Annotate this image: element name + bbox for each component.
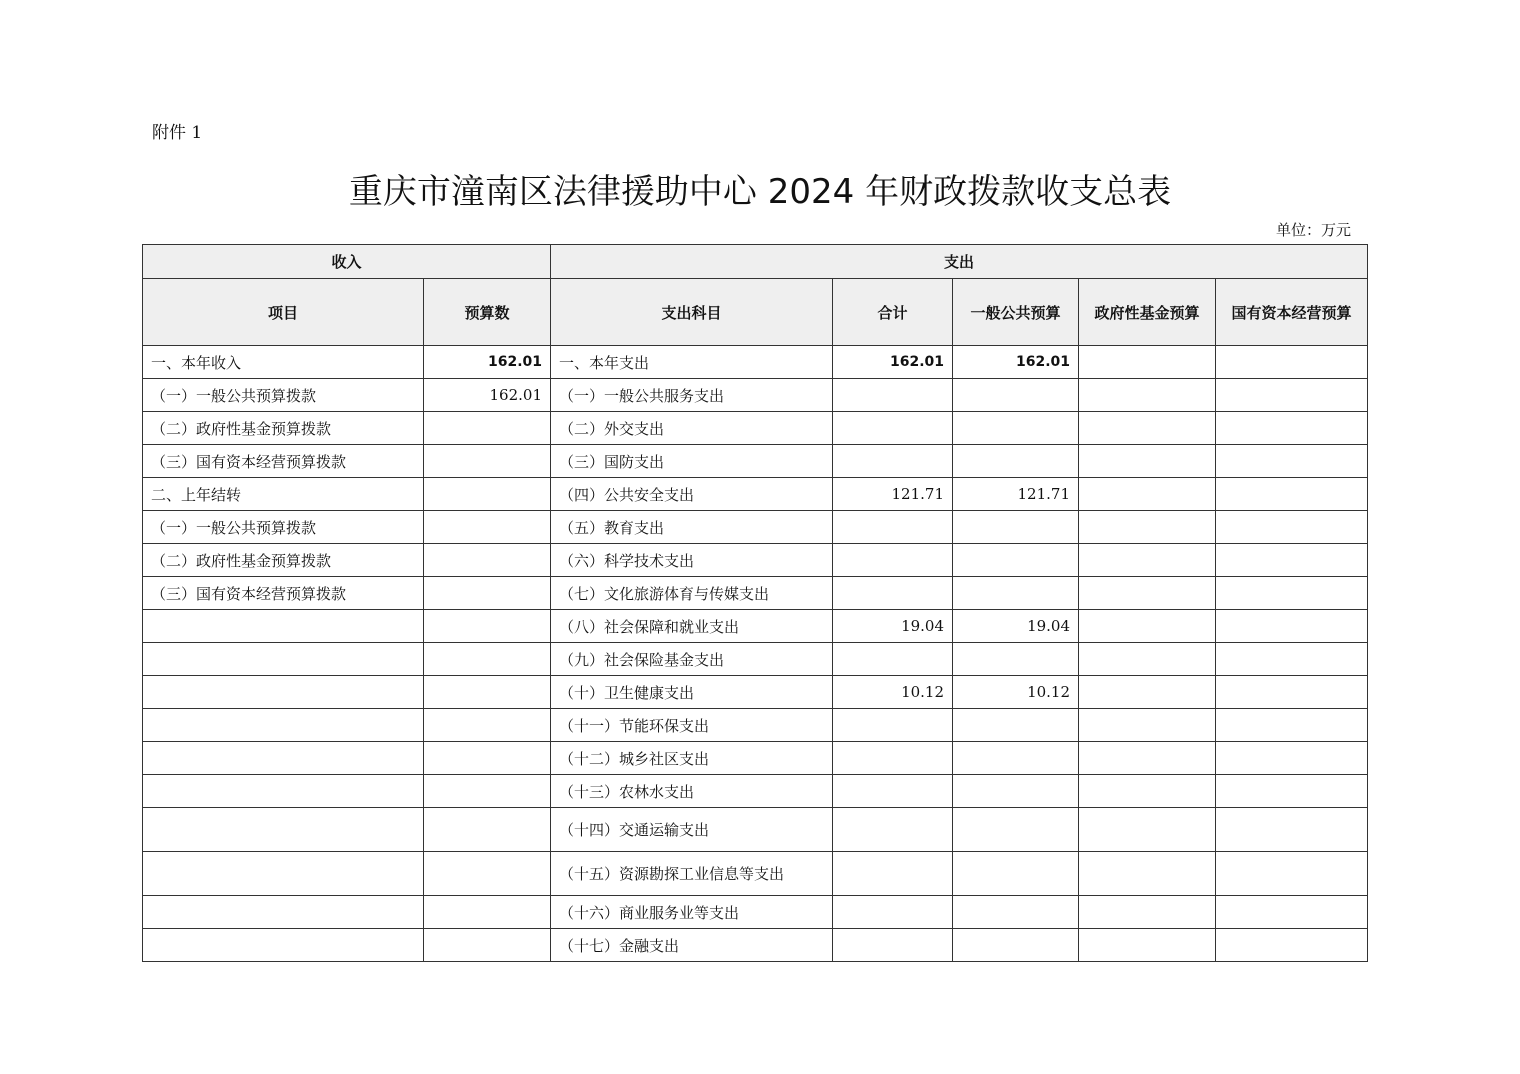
state-capital-cell [1216,709,1368,742]
gov-fund-cell [1079,544,1216,577]
total-cell [833,577,953,610]
table-row [143,445,1368,478]
total-cell [833,852,953,896]
income-value-cell [424,610,551,643]
income-item-cell: （二）政府性基金预算拨款 [143,412,424,445]
total-cell: 162.01 [833,346,953,379]
income-item-cell: （二）政府性基金预算拨款 [143,544,424,577]
table-row [143,544,1368,577]
income-item-cell [143,676,424,709]
income-value-cell [424,511,551,544]
state-capital-cell [1216,775,1368,808]
income-value-cell [424,544,551,577]
table-row [143,610,1368,643]
table-row [143,379,1368,412]
state-capital-cell [1216,511,1368,544]
total-cell: 121.71 [833,478,953,511]
gov-fund-cell [1079,478,1216,511]
exp-item-cell: （十）卫生健康支出 [551,676,833,709]
gov-fund-cell [1079,445,1216,478]
general-budget-cell [953,808,1079,852]
income-item-cell [143,610,424,643]
income-item-cell: （一）一般公共预算拨款 [143,379,424,412]
general-budget-cell [953,445,1079,478]
state-capital-cell [1216,445,1368,478]
exp-item-cell: （十五）资源勘探工业信息等支出 [551,852,833,896]
state-capital-cell [1216,577,1368,610]
header-budget: 预算数 [424,279,551,346]
state-capital-cell [1216,379,1368,412]
income-value-cell: 162.01 [424,379,551,412]
exp-item-cell: （九）社会保险基金支出 [551,643,833,676]
header-income: 收入 [143,245,551,279]
income-item-cell [143,742,424,775]
header-gov-fund-budget: 政府性基金预算 [1079,279,1216,346]
state-capital-cell [1216,676,1368,709]
state-capital-cell [1216,852,1368,896]
gov-fund-cell [1079,808,1216,852]
gov-fund-cell [1079,709,1216,742]
total-cell [833,808,953,852]
table-row [143,808,1368,852]
general-budget-cell [953,775,1079,808]
income-item-cell [143,709,424,742]
table-row [143,577,1368,610]
table-row [143,676,1368,709]
table-body [143,346,1368,962]
income-item-cell: （一）一般公共预算拨款 [143,511,424,544]
income-value-cell [424,676,551,709]
exp-item-cell: （十四）交通运输支出 [551,808,833,852]
general-budget-cell [953,412,1079,445]
exp-item-cell: （七）文化旅游体育与传媒支出 [551,577,833,610]
header-row-group [143,245,1368,279]
income-value-cell [424,929,551,962]
gov-fund-cell [1079,346,1216,379]
table-row [143,478,1368,511]
income-item-cell: （三）国有资本经营预算拨款 [143,577,424,610]
income-value-cell [424,709,551,742]
exp-item-cell: （四）公共安全支出 [551,478,833,511]
income-value-cell [424,742,551,775]
gov-fund-cell [1079,577,1216,610]
total-cell [833,742,953,775]
table-row [143,643,1368,676]
general-budget-cell [953,742,1079,775]
total-cell [833,775,953,808]
total-cell [833,896,953,929]
state-capital-cell [1216,346,1368,379]
total-cell [833,643,953,676]
table-row [143,852,1368,896]
income-item-cell [143,643,424,676]
exp-item-cell: （五）教育支出 [551,511,833,544]
total-cell [833,544,953,577]
general-budget-cell: 10.12 [953,676,1079,709]
table-row [143,511,1368,544]
income-value-cell [424,775,551,808]
income-item-cell [143,896,424,929]
income-value-cell [424,478,551,511]
state-capital-cell [1216,808,1368,852]
general-budget-cell [953,643,1079,676]
income-item-cell [143,808,424,852]
total-cell [833,511,953,544]
exp-item-cell: （十二）城乡社区支出 [551,742,833,775]
table-row [143,929,1368,962]
state-capital-cell [1216,643,1368,676]
total-cell: 19.04 [833,610,953,643]
header-exp-subject: 支出科目 [551,279,833,346]
income-item-cell [143,775,424,808]
general-budget-cell [953,511,1079,544]
total-cell: 10.12 [833,676,953,709]
state-capital-cell [1216,544,1368,577]
income-value-cell [424,445,551,478]
header-row-columns [143,279,1368,346]
income-item-cell: 二、上年结转 [143,478,424,511]
general-budget-cell [953,896,1079,929]
exp-item-cell: （十七）金融支出 [551,929,833,962]
total-cell [833,709,953,742]
exp-item-cell: （六）科学技术支出 [551,544,833,577]
state-capital-cell [1216,742,1368,775]
income-value-cell [424,643,551,676]
gov-fund-cell [1079,896,1216,929]
table-row [143,896,1368,929]
income-item-cell: 一、本年收入 [143,346,424,379]
income-value-cell [424,896,551,929]
income-value-cell [424,808,551,852]
income-item-cell [143,852,424,896]
table-row [143,346,1368,379]
header-expenditure: 支出 [551,245,1368,279]
general-budget-cell [953,379,1079,412]
exp-item-cell: （八）社会保障和就业支出 [551,610,833,643]
table-row [143,412,1368,445]
budget-table [142,244,1368,962]
header-general-budget: 一般公共预算 [953,279,1079,346]
income-value-cell: 162.01 [424,346,551,379]
gov-fund-cell [1079,412,1216,445]
state-capital-cell [1216,412,1368,445]
general-budget-cell [953,929,1079,962]
unit-label: 单位：万元 [1276,221,1352,239]
exp-item-cell: （十三）农林水支出 [551,775,833,808]
table-row [143,742,1368,775]
exp-item-cell: （十一）节能环保支出 [551,709,833,742]
general-budget-cell [953,709,1079,742]
general-budget-cell [953,544,1079,577]
table-row [143,709,1368,742]
total-cell [833,445,953,478]
attachment-label: 附件 1 [152,123,203,143]
gov-fund-cell [1079,852,1216,896]
header-item: 项目 [143,279,424,346]
gov-fund-cell [1079,379,1216,412]
general-budget-cell: 19.04 [953,610,1079,643]
gov-fund-cell [1079,610,1216,643]
page-title: 重庆市潼南区法律援助中心 2024 年财政拨款收支总表 [348,172,1172,212]
exp-item-cell: （三）国防支出 [551,445,833,478]
gov-fund-cell [1079,742,1216,775]
state-capital-cell [1216,478,1368,511]
income-value-cell [424,577,551,610]
state-capital-cell [1216,610,1368,643]
gov-fund-cell [1079,775,1216,808]
total-cell [833,412,953,445]
header-total: 合计 [833,279,953,346]
state-capital-cell [1216,896,1368,929]
general-budget-cell [953,577,1079,610]
gov-fund-cell [1079,643,1216,676]
income-item-cell [143,929,424,962]
exp-item-cell: （一）一般公共服务支出 [551,379,833,412]
table-row [143,775,1368,808]
exp-item-cell: （十六）商业服务业等支出 [551,896,833,929]
income-value-cell [424,412,551,445]
exp-item-cell: （二）外交支出 [551,412,833,445]
gov-fund-cell [1079,929,1216,962]
income-item-cell: （三）国有资本经营预算拨款 [143,445,424,478]
general-budget-cell: 121.71 [953,478,1079,511]
header-state-capital-budget: 国有资本经营预算 [1216,279,1368,346]
state-capital-cell [1216,929,1368,962]
total-cell [833,929,953,962]
gov-fund-cell [1079,511,1216,544]
exp-item-cell: 一、本年支出 [551,346,833,379]
general-budget-cell [953,852,1079,896]
general-budget-cell: 162.01 [953,346,1079,379]
total-cell [833,379,953,412]
gov-fund-cell [1079,676,1216,709]
income-value-cell [424,852,551,896]
